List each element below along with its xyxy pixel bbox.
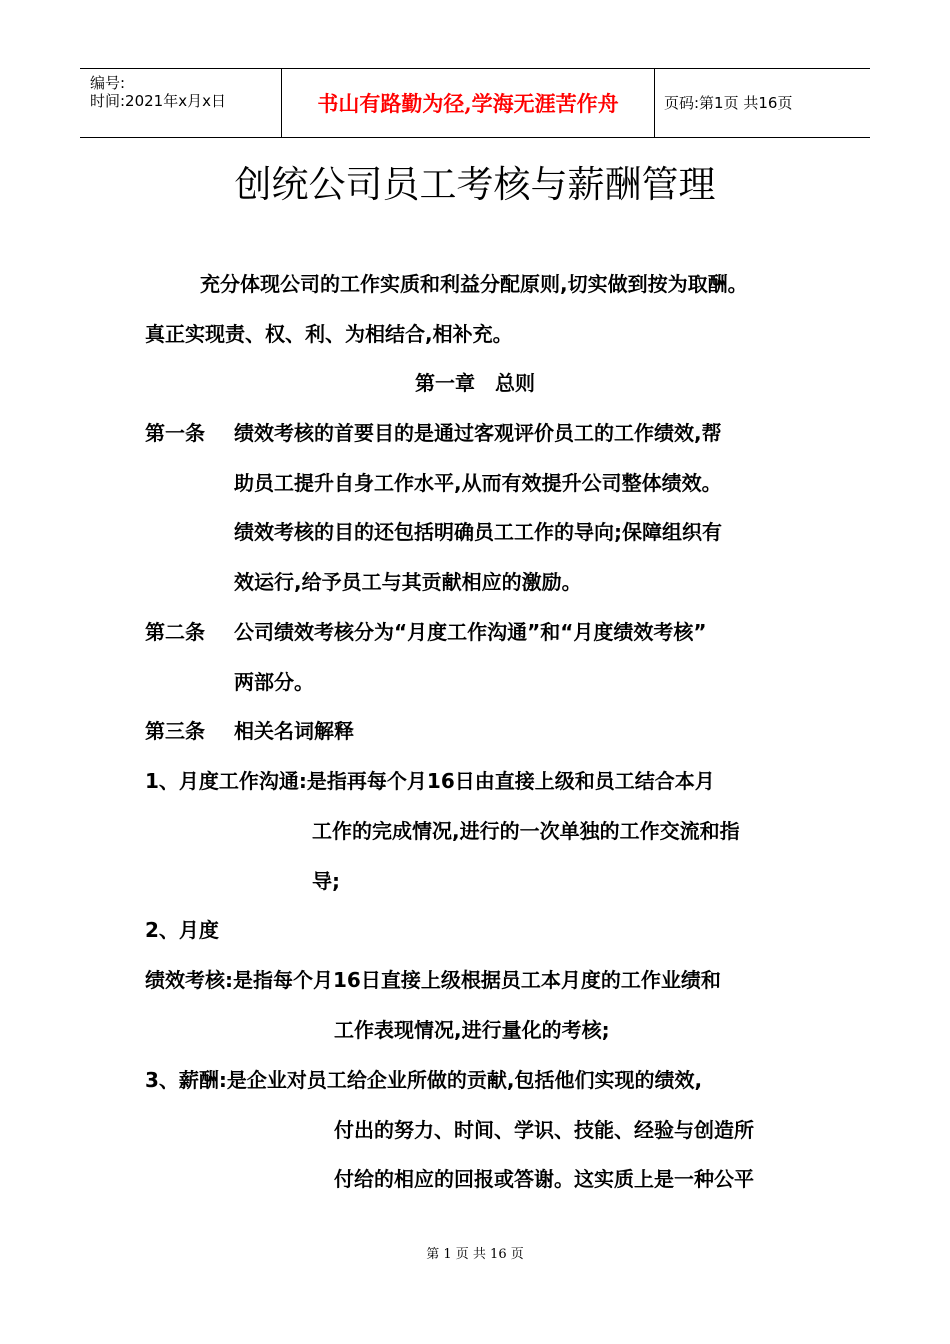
article-1-line-2: 助员工提升自身工作水平,从而有效提升公司整体绩效。: [234, 471, 722, 495]
article-3-text: 相关名词解释: [234, 719, 354, 743]
header-cell-page: [655, 69, 870, 137]
document-time-label: 时间:2021年x月x日: [90, 92, 226, 110]
term-1-line-3: 导;: [312, 869, 340, 893]
term-2-line-1: 2、月度: [145, 918, 219, 942]
term-1-line-1: 1、月度工作沟通:是指再每个月16日由直接上级和员工结合本月: [145, 769, 715, 793]
header-table: [80, 68, 870, 138]
header-cell-meta: [80, 69, 281, 137]
term-3-line-3: 付给的相应的回报或答谢。这实质上是一种公平: [334, 1167, 754, 1191]
page-info: 页码:第1页 共16页: [664, 94, 793, 112]
article-2-label: 第二条: [145, 620, 205, 644]
term-2-line-3: 工作表现情况,进行量化的考核;: [334, 1018, 610, 1042]
article-1-line-3: 绩效考核的目的还包括明确员工工作的导向;保障组织有: [234, 520, 722, 544]
intro-line-1: 充分体现公司的工作实质和利益分配原则,切实做到按为取酬。: [200, 272, 748, 296]
motto-text: 书山有路勤为径,学海无涯苦作舟: [317, 91, 619, 116]
article-1-label: 第一条: [145, 421, 205, 445]
header-cell-motto: [281, 69, 655, 137]
article-3-label: 第三条: [145, 719, 205, 743]
term-3-line-2: 付出的努力、时间、学识、技能、经验与创造所: [334, 1118, 754, 1142]
term-1-line-2: 工作的完成情况,进行的一次单独的工作交流和指: [312, 819, 740, 843]
chapter-heading: 第一章 总则: [415, 371, 535, 395]
term-2-line-2: 绩效考核:是指每个月16日直接上级根据员工本月度的工作业绩和: [145, 968, 721, 992]
article-1-line-4: 效运行,给予员工与其贡献相应的激励。: [234, 570, 582, 594]
page-footer: 第 1 页 共 16 页: [426, 1247, 524, 1262]
article-1-line-1: 绩效考核的首要目的是通过客观评价员工的工作绩效,帮: [234, 421, 722, 445]
document-title: 创统公司员工考核与薪酬管理: [234, 163, 716, 206]
term-3-line-1: 3、薪酬:是企业对员工给企业所做的贡献,包括他们实现的绩效,: [145, 1068, 703, 1092]
article-2-line-1: 公司绩效考核分为“月度工作沟通”和“月度绩效考核”: [234, 620, 707, 644]
article-2-line-2: 两部分。: [234, 670, 314, 694]
intro-line-2: 真正实现责、权、利、为相结合,相补充。: [145, 322, 513, 346]
document-number-label: 编号:: [90, 74, 126, 92]
